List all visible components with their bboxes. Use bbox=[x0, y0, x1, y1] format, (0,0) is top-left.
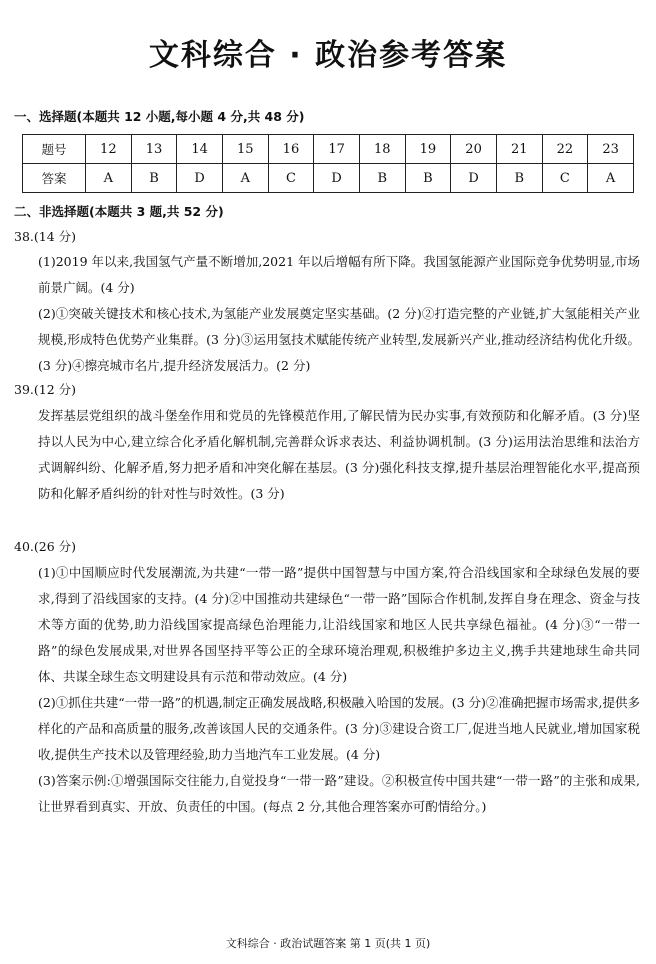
question-number: 21 bbox=[496, 135, 542, 164]
answer-label: 答案 bbox=[23, 164, 86, 193]
question-38-label: 38.(14 分) bbox=[14, 229, 77, 244]
question-number: 18 bbox=[359, 135, 405, 164]
answer-cell: C bbox=[268, 164, 314, 193]
answer-cell: B bbox=[359, 164, 405, 193]
answer-cell: D bbox=[314, 164, 360, 193]
answer-cell: C bbox=[542, 164, 588, 193]
answer-cell: D bbox=[451, 164, 497, 193]
question-number-label: 题号 bbox=[23, 135, 86, 164]
page-title: 文科综合 · 政治参考答案 bbox=[148, 38, 508, 73]
question-number: 23 bbox=[588, 135, 634, 164]
q40-part-3: (3)答案示例:①增强国际交往能力,自觉投身“一带一路”建设。②积极宣传中国共建“一带一路”的主张和成果,让世界看到真实、开放、负责任的中国。(每点 2 分,其他合理答案亦可酌情给分。) bbox=[38, 773, 640, 814]
question-38-answer bbox=[38, 249, 640, 379]
question-39-answer bbox=[38, 403, 640, 507]
question-number: 12 bbox=[86, 135, 132, 164]
question-number: 22 bbox=[542, 135, 588, 164]
q40-part-2: (2)①抓住共建“一带一路”的机遇,制定正确发展战略,积极融入哈国的发展。(3 分)②准确把握市场需求,提供多样化的产品和高质量的服务,改善该国人民的交通条件。(3 分)③建设合资工厂,促进当地人民就业,增加国家税收,提供生产技术以及管理经验,助力当地汽车工业发展。(4 分) bbox=[38, 695, 640, 762]
question-number: 19 bbox=[405, 135, 451, 164]
answer-table bbox=[22, 134, 634, 193]
question-number-row bbox=[23, 135, 634, 164]
section-1-heading: 一、选择题(本题共 12 小题,每小题 4 分,共 48 分) bbox=[14, 109, 305, 124]
q39-part-1: 发挥基层党组织的战斗堡垒作用和党员的先锋模范作用,了解民情为民办实事,有效预防和化解矛盾。(3 分)坚持以人民为中心,建立综合化矛盾化解机制,完善群众诉求表达、利益协调机制。(3 分)运用法治思维和法治方式调解纠纷、化解矛盾,努力把矛盾和冲突化解在基层。(3 分)强化科技支撑,提升基层治理智能化水平,提高预防和化解矛盾纠纷的针对性与时效性。(3 分) bbox=[38, 408, 640, 501]
page-footer: 文科综合 · 政治试题答案 第 1 页(共 1 页) bbox=[225, 937, 431, 950]
answer-cell: A bbox=[86, 164, 132, 193]
question-39-label: 39.(12 分) bbox=[14, 382, 77, 397]
question-number: 15 bbox=[222, 135, 268, 164]
section-2-heading: 二、非选择题(本题共 3 题,共 52 分) bbox=[14, 204, 224, 219]
question-number: 14 bbox=[177, 135, 223, 164]
question-number: 20 bbox=[451, 135, 497, 164]
question-number: 17 bbox=[314, 135, 360, 164]
q40-part-1: (1)①中国顺应时代发展潮流,为共建“一带一路”提供中国智慧与中国方案,符合沿线国家和全球绿色发展的要求,得到了沿线国家的支持。(4 分)②中国推动共建绿色“一带一路”国际合作机制,发挥自身在理念、资金与技术等方面的优势,助力沿线国家提高绿色治理能力,让沿线国家和地区人民共享绿色福祉。(4 分)③“一带一路”的绿色发展成果,对世界各国坚持平等公正的全球环境治理观,积极维护多边主义,携手共建地球生命共同体、共谋全球生态文明建设具有示范和带动效应。(4 分) bbox=[38, 565, 640, 684]
answer-cell: A bbox=[222, 164, 268, 193]
question-40-label: 40.(26 分) bbox=[14, 539, 77, 554]
answer-cell: B bbox=[405, 164, 451, 193]
answer-cell: B bbox=[496, 164, 542, 193]
answer-cell: D bbox=[177, 164, 223, 193]
question-number: 13 bbox=[131, 135, 177, 164]
q38-part-1: (1)2019 年以来,我国氢气产量不断增加,2021 年以后增幅有所下降。我国氢能源产业国际竞争优势明显,市场前景广阔。(4 分) bbox=[38, 254, 640, 295]
question-40-answer bbox=[38, 560, 640, 820]
answer-cell: A bbox=[588, 164, 634, 193]
q38-part-2: (2)①突破关键技术和核心技术,为氢能产业发展奠定坚实基础。(2 分)②打造完整的产业链,扩大氢能相关产业规模,形成特色优势产业集群。(3 分)③运用氢技术赋能传统产业转型,发展新兴产业,推动经济结构优化升级。(3 分)④擦亮城市名片,提升经济发展活力。(2 分) bbox=[38, 306, 640, 373]
answer-row bbox=[23, 164, 634, 193]
question-number: 16 bbox=[268, 135, 314, 164]
answer-cell: B bbox=[131, 164, 177, 193]
